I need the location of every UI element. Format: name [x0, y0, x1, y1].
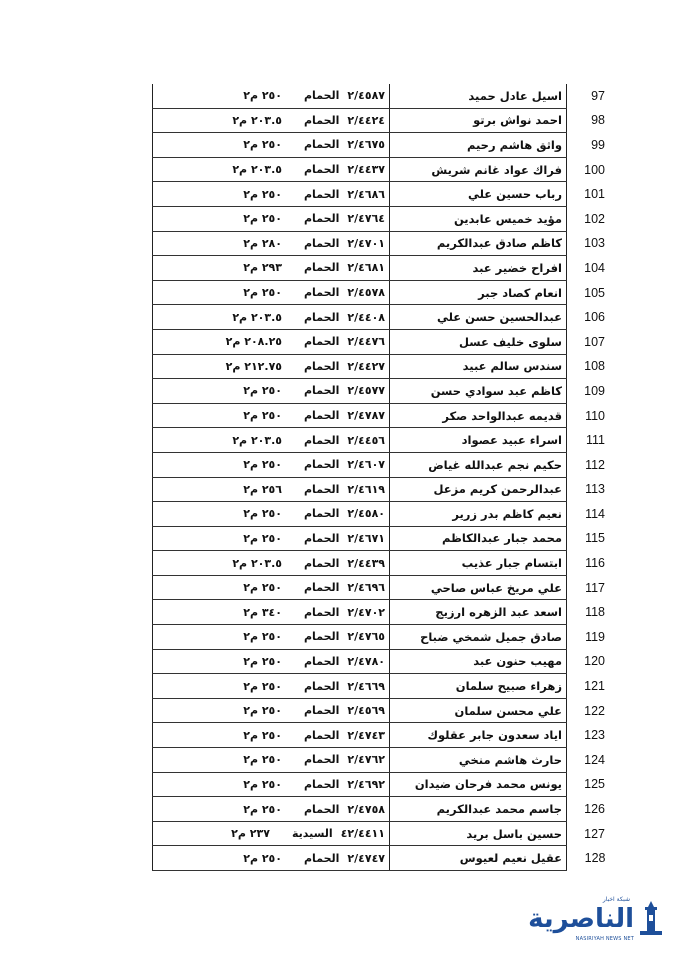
table-row	[153, 329, 610, 354]
person-name: سندس سالم عبيد	[462, 359, 562, 374]
district-name: الحمام	[304, 630, 340, 644]
plot-area: ٢٥٠ م٢	[243, 212, 282, 226]
row-number: 117	[585, 580, 605, 595]
deed-number: ٢/٤٤٢٤	[347, 113, 385, 127]
plot-area: ٢٥٠ م٢	[243, 851, 282, 865]
person-name: محمد جبار عبدالكاظم	[442, 531, 562, 546]
row-number: 115	[585, 531, 605, 546]
name-cell	[390, 231, 567, 256]
plot-info-cell	[153, 256, 390, 281]
plot-area: ٢٠٣.٥ م٢	[232, 113, 282, 127]
row-number: 114	[585, 506, 605, 521]
row-number: 126	[584, 802, 605, 817]
number-cell	[567, 305, 610, 330]
number-cell	[567, 551, 610, 576]
district-name: الحمام	[304, 851, 340, 865]
plot-area: ٢٠٣.٥ م٢	[232, 556, 282, 570]
table-row	[153, 772, 610, 797]
number-cell	[567, 625, 610, 650]
row-number: 102	[584, 211, 605, 226]
district-name: الحمام	[304, 138, 340, 152]
district-name: الحمام	[304, 384, 340, 398]
row-number: 119	[585, 629, 605, 644]
plot-info-cell	[153, 157, 390, 182]
name-cell	[390, 674, 567, 699]
table-row	[153, 748, 610, 773]
number-cell	[567, 674, 610, 699]
name-cell	[390, 428, 567, 453]
plot-info-cell	[153, 231, 390, 256]
row-number: 100	[584, 162, 605, 177]
number-cell	[567, 846, 610, 871]
table-row	[153, 797, 610, 822]
row-number: 121	[584, 679, 605, 694]
name-cell	[390, 502, 567, 527]
plot-area: ٢٠٣.٥ م٢	[232, 163, 282, 177]
number-cell	[567, 723, 610, 748]
plot-area: ٢٠٣.٥ م٢	[232, 310, 282, 324]
person-name: اسراء عبيد عصواد	[461, 433, 562, 448]
row-number: 110	[585, 408, 605, 423]
district-name: الحمام	[304, 654, 340, 668]
district-name: الحمام	[304, 458, 340, 472]
person-name: علي مريخ عباس صاحي	[430, 580, 562, 595]
district-name: الحمام	[304, 335, 340, 349]
deed-number: ٢/٤٤٢٧	[347, 359, 385, 373]
plot-area: ٢٩٣ م٢	[243, 261, 282, 275]
name-cell	[390, 821, 567, 846]
plot-info-cell	[153, 551, 390, 576]
number-cell	[567, 821, 610, 846]
name-cell	[390, 452, 567, 477]
table-row	[153, 403, 610, 428]
person-name: عبدالرحمن كريم مزعل	[433, 482, 562, 497]
plot-info-cell	[153, 625, 390, 650]
plot-area: ٢٠٣.٥ م٢	[232, 433, 282, 447]
table-row	[153, 649, 610, 674]
person-name: زهراء صبيح سلمان	[455, 679, 562, 694]
names-table	[152, 84, 610, 871]
row-number: 111	[585, 433, 605, 448]
person-name: مؤيد خميس عابدين	[453, 211, 562, 226]
number-cell	[567, 772, 610, 797]
name-cell	[390, 280, 567, 305]
district-name: الحمام	[304, 113, 340, 127]
plot-info-cell	[153, 575, 390, 600]
person-name: اياد سعدون جابر عقلوك	[427, 728, 562, 743]
district-name: الحمام	[304, 236, 340, 250]
deed-number: ٢/٤٤٠٨	[347, 310, 385, 324]
plot-area: ٢٥٠ م٢	[243, 458, 282, 472]
plot-info-cell	[153, 772, 390, 797]
name-cell	[390, 133, 567, 158]
table-row	[153, 354, 610, 379]
district-name: الحمام	[304, 482, 340, 496]
name-cell	[390, 649, 567, 674]
deed-number: ٢/٤٥٧٧	[347, 384, 385, 398]
plot-area: ٢٥٠ م٢	[243, 630, 282, 644]
row-number: 113	[585, 482, 605, 497]
name-cell	[390, 772, 567, 797]
person-name: مهيب حنون عبد	[473, 654, 562, 669]
person-name: عبدالحسين حسن علي	[436, 310, 562, 325]
name-cell	[390, 748, 567, 773]
name-cell	[390, 625, 567, 650]
table-row	[153, 526, 610, 551]
plot-info-cell	[153, 280, 390, 305]
table-row	[153, 157, 610, 182]
table-body	[153, 84, 610, 871]
district-name: الحمام	[304, 286, 340, 300]
district-name: الحمام	[304, 802, 340, 816]
plot-area: ٢٠٨.٢٥ م٢	[225, 335, 282, 349]
district-name: الحمام	[304, 704, 340, 718]
table-row	[153, 821, 610, 846]
row-number: 116	[585, 556, 605, 571]
number-cell	[567, 748, 610, 773]
plot-info-cell	[153, 600, 390, 625]
table-row	[153, 625, 610, 650]
deed-number: ٢/٤٦٦٩	[347, 679, 385, 693]
table-row	[153, 575, 610, 600]
plot-info-cell	[153, 502, 390, 527]
number-cell	[567, 649, 610, 674]
deed-number: ٢/٤٤٣٧	[347, 163, 385, 177]
name-cell	[390, 477, 567, 502]
person-name: فراك عواد غانم شريش	[431, 162, 562, 177]
deed-number: ٢/٤٦٨١	[347, 261, 385, 275]
person-name: حسين باسل بريد	[466, 826, 562, 841]
site-logo	[524, 898, 664, 940]
district-name: الحمام	[304, 753, 340, 767]
person-name: كاظم صادق عبدالكريم	[436, 236, 562, 251]
deed-number: ٢/٤٦٨٦	[347, 187, 385, 201]
number-cell	[567, 231, 610, 256]
district-name: الحمام	[304, 187, 340, 201]
row-number: 109	[584, 383, 605, 398]
deed-number: ٢/٤٦١٩	[347, 482, 385, 496]
plot-area: ٢٥٦ م٢	[243, 482, 282, 496]
plot-area: ٢٥٠ م٢	[243, 138, 282, 152]
plot-info-cell	[153, 452, 390, 477]
deed-number: ٢/٤٦٩٦	[347, 581, 385, 595]
row-number: 108	[584, 359, 605, 374]
name-cell	[390, 846, 567, 871]
row-number: 122	[584, 703, 605, 718]
table-row	[153, 551, 610, 576]
person-name: انعام كصاد جبر	[478, 285, 562, 300]
table-row	[153, 280, 610, 305]
deed-number: ٢/٤٧٦٥	[347, 630, 385, 644]
person-name: جاسم محمد عبدالكريم	[436, 802, 562, 817]
number-cell	[567, 526, 610, 551]
plot-info-cell	[153, 477, 390, 502]
plot-info-cell	[153, 698, 390, 723]
deed-number: ٤٢/٤٤١١	[340, 827, 385, 841]
row-number: 128	[584, 851, 606, 866]
name-cell	[390, 575, 567, 600]
number-cell	[567, 502, 610, 527]
number-cell	[567, 280, 610, 305]
plot-area: ٢٥٠ م٢	[243, 654, 282, 668]
deed-number: ٢/٤٥٦٩	[347, 704, 385, 718]
table-row	[153, 723, 610, 748]
plot-area: ٢٥٠ م٢	[243, 187, 282, 201]
name-cell	[390, 182, 567, 207]
table-row	[153, 256, 610, 281]
plot-info-cell	[153, 526, 390, 551]
plot-info-cell	[153, 379, 390, 404]
table-row	[153, 84, 610, 108]
person-name: رباب حسين علي	[467, 187, 562, 202]
plot-info-cell	[153, 846, 390, 871]
district-name: الحمام	[304, 261, 340, 275]
deed-number: ٢/٤٧٨٠	[347, 654, 385, 668]
deed-number: ٢/٤٤٣٩	[347, 556, 385, 570]
plot-info-cell	[153, 206, 390, 231]
deed-number: ٢/٤٧٦٤	[347, 212, 385, 226]
number-cell	[567, 452, 610, 477]
plot-area: ٢٥٠ م٢	[243, 753, 282, 767]
district-name: الحمام	[304, 409, 340, 423]
district-name: الحمام	[304, 163, 340, 177]
district-name: الحمام	[304, 359, 340, 373]
deed-number: ٢/٤٧٤٧	[347, 851, 385, 865]
table-row	[153, 674, 610, 699]
deed-number: ٢/٤٤٧٦	[347, 335, 385, 349]
row-number: 107	[584, 334, 605, 349]
table-row	[153, 698, 610, 723]
plot-area: ٢٥٠ م٢	[243, 777, 282, 791]
plot-info-cell	[153, 674, 390, 699]
number-cell	[567, 575, 610, 600]
name-cell	[390, 108, 567, 133]
person-name: حكيم نجم عبدالله غياض	[428, 457, 562, 472]
name-cell	[390, 551, 567, 576]
logo-tagline: شبكة اخبار	[602, 896, 630, 903]
deed-number: ٢/٤٦٧٥	[347, 138, 385, 152]
number-cell	[567, 403, 610, 428]
row-number: 123	[584, 728, 605, 743]
district-name: الحمام	[304, 777, 340, 791]
deed-number: ٢/٤٧٠٢	[347, 605, 385, 619]
table-row	[153, 108, 610, 133]
person-name: حارث هاشم منخي	[458, 752, 562, 767]
person-name: واثق هاشم رحيم	[466, 137, 562, 152]
district-name: الحمام	[304, 605, 340, 619]
table-row	[153, 206, 610, 231]
name-cell	[390, 600, 567, 625]
plot-area: ٣٤٠ م٢	[243, 605, 282, 619]
person-name: سلوى خليف عسل	[459, 334, 562, 349]
district-name: السيدية	[291, 827, 333, 841]
deed-number: ٢/٤٤٥٦	[347, 433, 385, 447]
person-name: افراح خضير عبد	[472, 260, 562, 275]
name-cell	[390, 698, 567, 723]
plot-area: ٢٥٠ م٢	[243, 384, 282, 398]
deed-number: ٢/٤٦٩٢	[347, 777, 385, 791]
person-name: قديمه عبدالواحد صكر	[442, 408, 562, 423]
table-row	[153, 305, 610, 330]
deed-number: ٢/٤٦٠٧	[347, 458, 385, 472]
district-name: الحمام	[304, 679, 340, 693]
district-name: الحمام	[304, 310, 340, 324]
plot-area: ٢٥٠ م٢	[243, 728, 282, 742]
plot-area: ٢٥٠ م٢	[243, 581, 282, 595]
row-number: 118	[585, 605, 605, 620]
plot-info-cell	[153, 108, 390, 133]
name-cell	[390, 723, 567, 748]
table-row	[153, 182, 610, 207]
plot-area: ٢١٢.٧٥ م٢	[225, 359, 282, 373]
number-cell	[567, 256, 610, 281]
deed-number: ٢/٤٧٨٧	[347, 409, 385, 423]
plot-info-cell	[153, 84, 390, 108]
plot-info-cell	[153, 354, 390, 379]
deed-number: ٢/٤٥٧٨	[347, 286, 385, 300]
name-cell	[390, 403, 567, 428]
name-cell	[390, 206, 567, 231]
number-cell	[567, 428, 610, 453]
plot-info-cell	[153, 133, 390, 158]
district-name: الحمام	[304, 581, 340, 595]
number-cell	[567, 600, 610, 625]
row-number: 124	[584, 752, 605, 767]
plot-area: ٢٥٠ م٢	[243, 507, 282, 521]
plot-area: ٢٥٠ م٢	[243, 531, 282, 545]
person-name: صادق جميل شمخي ضباح	[420, 629, 562, 644]
person-name: اسعد عبد الزهره ارزيج	[435, 605, 562, 620]
name-cell	[390, 305, 567, 330]
name-cell	[390, 329, 567, 354]
plot-area: ٢٥٠ م٢	[243, 286, 282, 300]
plot-info-cell	[153, 821, 390, 846]
deed-number: ٢/٤٥٨٠	[347, 507, 385, 521]
deed-number: ٢/٤٥٨٧	[347, 89, 385, 103]
district-name: الحمام	[304, 556, 340, 570]
table-row	[153, 452, 610, 477]
number-cell	[567, 379, 610, 404]
number-cell	[567, 108, 610, 133]
deed-number: ٢/٤٧٥٨	[347, 802, 385, 816]
row-number: 105	[584, 285, 605, 300]
deed-number: ٢/٤٦٧١	[347, 531, 385, 545]
person-name: نعيم كاظم بدر زرير	[452, 506, 562, 521]
plot-area: ٢٣٧ م٢	[231, 827, 270, 841]
person-name: علي محسن سلمان	[454, 703, 562, 718]
number-cell	[567, 477, 610, 502]
plot-area: ٢٥٠ م٢	[243, 89, 282, 103]
deed-number: ٢/٤٧٤٣	[347, 728, 385, 742]
table-row	[153, 133, 610, 158]
plot-info-cell	[153, 748, 390, 773]
row-number: 101	[584, 187, 605, 202]
plot-info-cell	[153, 797, 390, 822]
plot-area: ٢٥٠ م٢	[243, 704, 282, 718]
number-cell	[567, 797, 610, 822]
name-cell	[390, 354, 567, 379]
row-number: 98	[591, 113, 605, 128]
name-cell	[390, 797, 567, 822]
district-name: الحمام	[304, 89, 340, 103]
minaret-icon	[638, 901, 664, 937]
person-name: ابتسام جبار عذيب	[461, 556, 562, 571]
row-number: 103	[584, 236, 605, 251]
plot-info-cell	[153, 649, 390, 674]
number-cell	[567, 354, 610, 379]
row-number: 104	[584, 260, 605, 275]
plot-info-cell	[153, 329, 390, 354]
table-row	[153, 502, 610, 527]
table-row	[153, 428, 610, 453]
district-name: الحمام	[304, 433, 340, 447]
row-number: 125	[584, 777, 605, 792]
district-name: الحمام	[304, 212, 340, 226]
row-number: 112	[585, 457, 605, 472]
row-number: 127	[584, 826, 605, 841]
plot-info-cell	[153, 305, 390, 330]
logo-wordmark: الناصرية	[528, 904, 634, 934]
district-name: الحمام	[304, 531, 340, 545]
person-name: كاظم عبد سوادي حسن	[430, 383, 562, 398]
deed-number: ٢/٤٧٦٢	[347, 753, 385, 767]
name-cell	[390, 526, 567, 551]
district-name: الحمام	[304, 507, 340, 521]
name-cell	[390, 157, 567, 182]
plot-area: ٢٥٠ م٢	[243, 802, 282, 816]
person-name: احمد نواش برتو	[473, 113, 562, 128]
number-cell	[567, 206, 610, 231]
person-name: اسيل عادل حميد	[468, 88, 562, 103]
number-cell	[567, 157, 610, 182]
plot-info-cell	[153, 182, 390, 207]
name-cell	[390, 84, 567, 108]
plot-area: ٢٥٠ م٢	[243, 679, 282, 693]
plot-area: ٢٨٠ م٢	[243, 236, 282, 250]
number-cell	[567, 84, 610, 108]
number-cell	[567, 698, 610, 723]
table-row	[153, 231, 610, 256]
number-cell	[567, 182, 610, 207]
person-name: عقيل نعيم لعيوس	[459, 851, 562, 866]
person-name: يونس محمد فرحان ضيدان	[414, 777, 562, 792]
number-cell	[567, 329, 610, 354]
table-row	[153, 600, 610, 625]
number-cell	[567, 133, 610, 158]
name-cell	[390, 379, 567, 404]
plot-info-cell	[153, 723, 390, 748]
deed-number: ٢/٤٧٠١	[347, 236, 385, 250]
logo-subtitle: NASIRIYAH NEWS NET	[575, 936, 634, 942]
table-row	[153, 379, 610, 404]
table-row	[153, 846, 610, 871]
plot-area: ٢٥٠ م٢	[243, 409, 282, 423]
district-name: الحمام	[304, 728, 340, 742]
row-number: 99	[591, 137, 605, 152]
plot-info-cell	[153, 403, 390, 428]
row-number: 120	[584, 654, 605, 669]
table-row	[153, 477, 610, 502]
row-number: 97	[591, 89, 605, 104]
name-cell	[390, 256, 567, 281]
row-number: 106	[584, 310, 605, 325]
plot-info-cell	[153, 428, 390, 453]
